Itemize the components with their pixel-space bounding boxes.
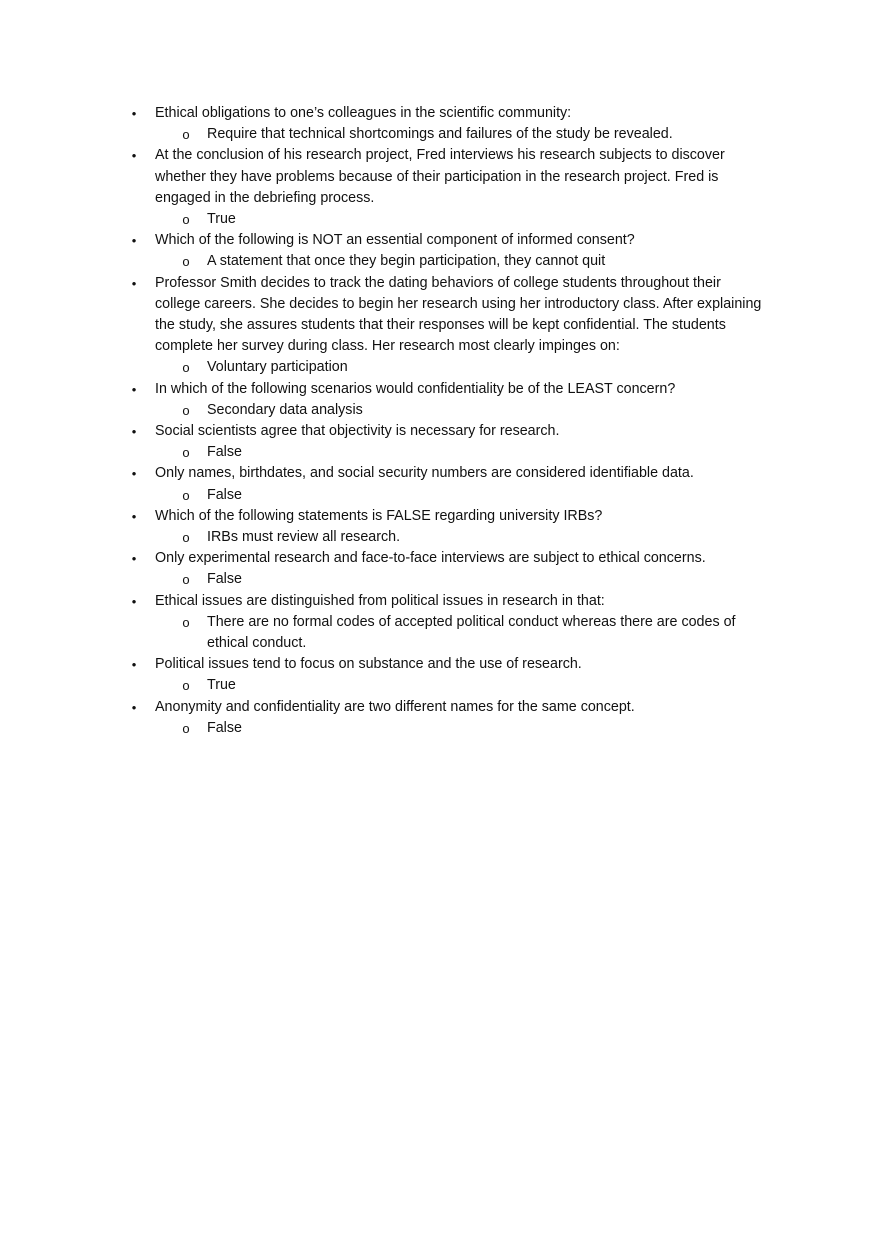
question-list: [0, 103, 880, 739]
list-item: [0, 591, 880, 655]
list-item: [0, 697, 880, 739]
sub-bullet-icon: o: [182, 445, 190, 461]
list-item: [0, 379, 880, 421]
sub-bullet-icon: o: [182, 360, 190, 376]
list-item: [0, 506, 880, 548]
list-item: [0, 145, 880, 230]
answer-list: [155, 209, 770, 230]
answer-text: False: [207, 486, 242, 503]
answer-list: [155, 442, 770, 463]
question-text: Ethical issues are distinguished from political issues in research in that:: [155, 592, 605, 609]
answer-item: [155, 675, 770, 696]
answer-text: Secondary data analysis: [207, 401, 363, 418]
answer-text: A statement that once they begin participation, they cannot quit: [207, 253, 606, 270]
answer-list: [155, 124, 770, 145]
bullet-icon: •: [131, 551, 137, 567]
bullet-icon: •: [131, 466, 137, 482]
sub-bullet-icon: o: [182, 572, 190, 588]
question-text: Which of the following is NOT an essential component of informed consent?: [155, 232, 635, 249]
list-item: [0, 103, 880, 145]
answer-text: True: [207, 677, 236, 694]
bullet-icon: •: [131, 508, 137, 524]
sub-bullet-icon: o: [182, 254, 190, 270]
sub-bullet-icon: o: [182, 614, 190, 630]
answer-list: [155, 569, 770, 590]
bullet-icon: •: [131, 657, 137, 673]
answer-text: Voluntary participation: [207, 359, 348, 376]
answer-list: [155, 527, 770, 548]
answer-list: [155, 485, 770, 506]
answer-list: [155, 718, 770, 739]
question-text: Professor Smith decides to track the dating behaviors of college students throughout their college careers. She decides to begin her research using her introductory class. After explaining the study, she assures students that their responses will be kept confidential. The students complete her survey during class. Her research most clearly impinges on:: [155, 274, 762, 355]
question-text: Ethical obligations to one’s colleagues in the scientific community:: [155, 105, 572, 121]
question-text: Only experimental research and face-to-face interviews are subject to ethical concerns.: [155, 550, 706, 567]
answer-list: [155, 675, 770, 696]
question-text: Social scientists agree that objectivity is necessary for research.: [155, 423, 560, 440]
answer-text: IRBs must review all research.: [207, 529, 401, 546]
question-text: Political issues tend to focus on substance and the use of research.: [155, 656, 582, 673]
answer-text: False: [207, 719, 242, 736]
sub-bullet-icon: o: [182, 530, 190, 546]
answer-item: [155, 124, 770, 145]
list-item: [0, 421, 880, 463]
answer-item: [155, 442, 770, 463]
answer-item: [155, 527, 770, 548]
answer-list: [155, 612, 770, 654]
bullet-icon: •: [131, 275, 137, 291]
answer-text: False: [207, 571, 242, 588]
list-item: [0, 230, 880, 272]
answer-list: [155, 251, 770, 272]
bullet-icon: •: [131, 699, 137, 715]
list-item: [0, 548, 880, 590]
list-item: [0, 273, 880, 379]
bullet-icon: •: [131, 106, 137, 121]
answer-item: [155, 251, 770, 272]
sub-bullet-icon: o: [182, 720, 190, 736]
answer-text: Require that technical shortcomings and failures of the study be revealed.: [207, 126, 673, 143]
sub-bullet-icon: o: [182, 402, 190, 418]
sub-bullet-icon: o: [182, 678, 190, 694]
answer-text: There are no formal codes of accepted political conduct whereas there are codes of ethical conduct.: [207, 613, 736, 652]
answer-item: [155, 209, 770, 230]
answer-item: [155, 357, 770, 378]
question-text: Only names, birthdates, and social security numbers are considered identifiable data.: [155, 465, 694, 482]
question-text: In which of the following scenarios would confidentiality be of the LEAST concern?: [155, 380, 676, 397]
answer-item: [155, 612, 770, 654]
answer-list: [155, 400, 770, 421]
question-text: Which of the following statements is FALSE regarding university IRBs?: [155, 507, 603, 524]
bullet-icon: •: [131, 381, 137, 397]
question-text: Anonymity and confidentiality are two different names for the same concept.: [155, 698, 635, 715]
sub-bullet-icon: o: [182, 212, 190, 228]
bullet-icon: •: [131, 593, 137, 609]
answer-item: [155, 485, 770, 506]
answer-item: [155, 569, 770, 590]
answer-item: [155, 400, 770, 421]
sub-bullet-icon: o: [182, 127, 190, 143]
bullet-icon: •: [131, 233, 137, 249]
list-item: [0, 463, 880, 505]
answer-item: [155, 718, 770, 739]
answer-text: False: [207, 444, 242, 461]
bullet-icon: •: [131, 148, 137, 164]
question-text: At the conclusion of his research project, Fred interviews his research subjects to discover whether they have problems because of their participation in the research project. Fred is engaged in the debriefing process.: [155, 147, 725, 206]
bullet-icon: •: [131, 424, 137, 440]
sub-bullet-icon: o: [182, 487, 190, 503]
answer-text: True: [207, 211, 236, 228]
answer-list: [155, 357, 770, 378]
list-item: [0, 654, 880, 696]
